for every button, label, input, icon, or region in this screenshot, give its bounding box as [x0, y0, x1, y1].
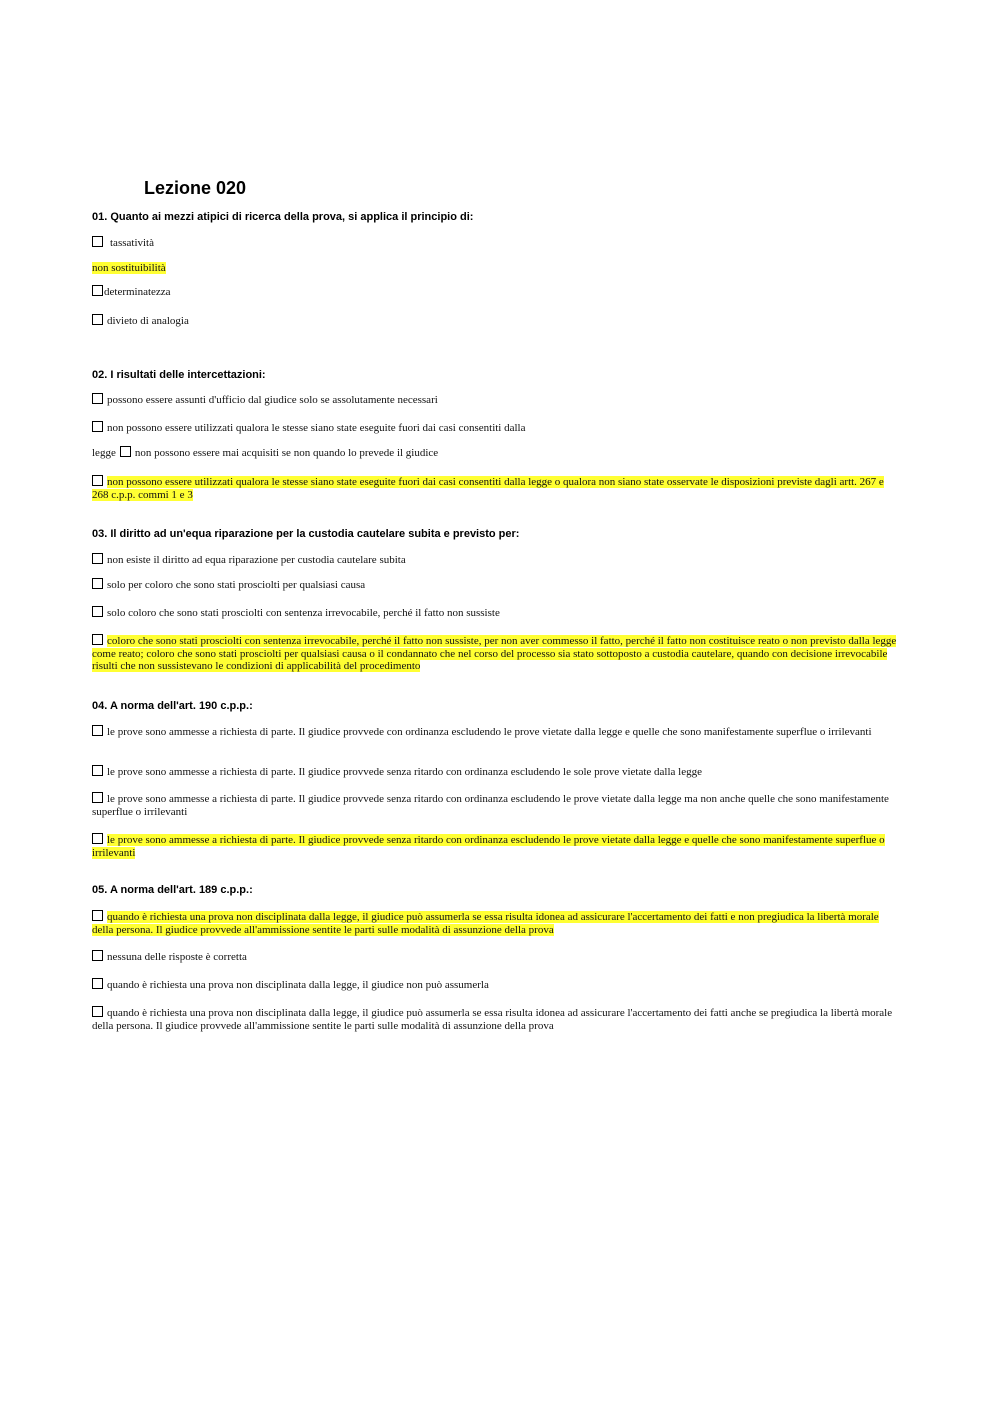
- question-05: 05. A norma dell'art. 189 c.p.p.:: [92, 884, 253, 896]
- question-01: 01. Quanto ai mezzi atipici di ricerca della prova, si applica il principio di:: [92, 211, 474, 223]
- checkbox[interactable]: [92, 553, 103, 564]
- option-05-b: [92, 950, 900, 964]
- option-text: non possono essere mai acquisiti se non quando lo prevede il giudice: [134, 447, 439, 459]
- option-text: divieto di analogia: [107, 315, 189, 327]
- option-01-d: [92, 314, 900, 328]
- checkbox[interactable]: [92, 475, 103, 486]
- question-02: 02. I risultati delle intercettazioni:: [92, 369, 266, 381]
- option-text: quando è richiesta una prova non disciplinata dalla legge, il giudice non può assumerla: [107, 979, 489, 991]
- option-text: le prove sono ammesse a richiesta di parte. Il giudice provvede senza ritardo con ordinanza escludendo le prove vietate dalla legge e quelle che sono manifestamente superflue o irrilevanti: [92, 834, 885, 859]
- option-text: solo coloro che sono stati prosciolti con sentenza irrevocabile, perché il fatto non sussiste: [107, 607, 500, 619]
- checkbox[interactable]: [92, 950, 103, 961]
- option-03-b: [92, 578, 900, 592]
- checkbox[interactable]: [92, 285, 103, 296]
- option-05-a: [92, 910, 900, 936]
- option-04-d: [92, 833, 900, 859]
- option-05-d: [92, 1006, 900, 1032]
- option-01-b: [92, 262, 900, 275]
- option-text: le prove sono ammesse a richiesta di parte. Il giudice provvede con ordinanza escludendo le prove vietate dalla legge e quelle che sono manifestamente superflue o irrilevanti: [107, 726, 872, 738]
- option-01-c: [92, 285, 900, 299]
- checkbox[interactable]: [92, 421, 103, 432]
- checkbox[interactable]: [92, 765, 103, 776]
- checkbox[interactable]: [92, 792, 103, 803]
- option-02-a: [92, 393, 900, 407]
- option-03-c: [92, 606, 900, 620]
- checkbox[interactable]: [120, 446, 131, 457]
- checkbox[interactable]: [92, 833, 103, 844]
- option-text: nessuna delle risposte è corretta: [107, 951, 247, 963]
- option-text: non possono essere utilizzati qualora le stesse siano state eseguite fuori dai casi consentiti dalla legge o qualora non siano state osservate le disposizioni previste dagli artt. 267 e 268 c.p.p. commi 1 e 3: [92, 476, 884, 501]
- checkbox[interactable]: [92, 578, 103, 589]
- option-text: quando è richiesta una prova non disciplinata dalla legge, il giudice può assumerla se essa risulta idonea ad assicurare l'accertamento dei fatti e non pregiudica la libertà morale della persona. Il giudice provvede all'ammissione sentite le parti sulle modalità di assunzione della prova: [92, 911, 879, 936]
- checkbox[interactable]: [92, 725, 103, 736]
- option-02-c: [92, 446, 900, 460]
- option-text: determinatezza: [104, 286, 171, 298]
- option-text: quando è richiesta una prova non disciplinata dalla legge, il giudice può assumerla se essa risulta idonea ad assicurare l'accertamento dei fatti anche se pregiudica la libertà morale della persona. Il giudice provvede all'ammissione sentite le parti sulle modalità di assunzione della prova: [92, 1007, 893, 1032]
- question-04: 04. A norma dell'art. 190 c.p.p.:: [92, 700, 253, 712]
- option-text: le prove sono ammesse a richiesta di parte. Il giudice provvede senza ritardo con ordinanza escludendo le prove vietate dalla legge ma non anche quelle che sono manifestamente superflue o irrilevanti: [92, 793, 889, 818]
- option-05-c: [92, 978, 900, 992]
- option-02-d: [92, 475, 900, 501]
- option-text: solo per coloro che sono stati prosciolti per qualsiasi causa: [107, 579, 366, 591]
- checkbox[interactable]: [92, 393, 103, 404]
- question-03: 03. Il diritto ad un'equa riparazione per la custodia cautelare subita e previsto per:: [92, 528, 520, 540]
- option-text: non sostituibilità: [92, 262, 166, 274]
- option-text: non possono essere utilizzati qualora le stesse siano state eseguite fuori dai casi consentiti dalla: [107, 422, 526, 434]
- checkbox[interactable]: [92, 910, 103, 921]
- checkbox[interactable]: [92, 606, 103, 617]
- checkbox[interactable]: [92, 236, 103, 247]
- checkbox[interactable]: [92, 634, 103, 645]
- option-04-b: [92, 765, 900, 779]
- checkbox[interactable]: [92, 978, 103, 989]
- option-text: non esiste il diritto ad equa riparazione per custodia cautelare subita: [107, 554, 406, 566]
- option-text: legge: [92, 447, 116, 459]
- option-02-b: [92, 421, 900, 435]
- option-04-a: [92, 725, 900, 739]
- option-text: coloro che sono stati prosciolti con sentenza irrevocabile, perché il fatto non sussiste, per non aver commesso il fatto, perché il fatto non costituisce reato o non previsto dalla legge come reato; coloro che sono stati prosciolti per qualsiasi causa o il condannato che nel corso del processo sia stato sottoposto a custodia cautelare, quando con decisione irrevocabile risulti che non sussistevano le condizioni di applicabilità del procedimento: [92, 635, 897, 672]
- option-text: possono essere assunti d'ufficio dal giudice solo se assolutamente necessari: [107, 394, 438, 406]
- option-03-d: [92, 634, 900, 673]
- option-text: le prove sono ammesse a richiesta di parte. Il giudice provvede senza ritardo con ordinanza escludendo le sole prove vietate dalla legge: [107, 766, 702, 778]
- page-title: Lezione 020: [144, 178, 247, 198]
- option-04-c: [92, 792, 900, 818]
- checkbox[interactable]: [92, 314, 103, 325]
- option-text: tassatività: [110, 237, 154, 249]
- option-03-a: [92, 553, 900, 567]
- option-01-a: [92, 236, 900, 250]
- checkbox[interactable]: [92, 1006, 103, 1017]
